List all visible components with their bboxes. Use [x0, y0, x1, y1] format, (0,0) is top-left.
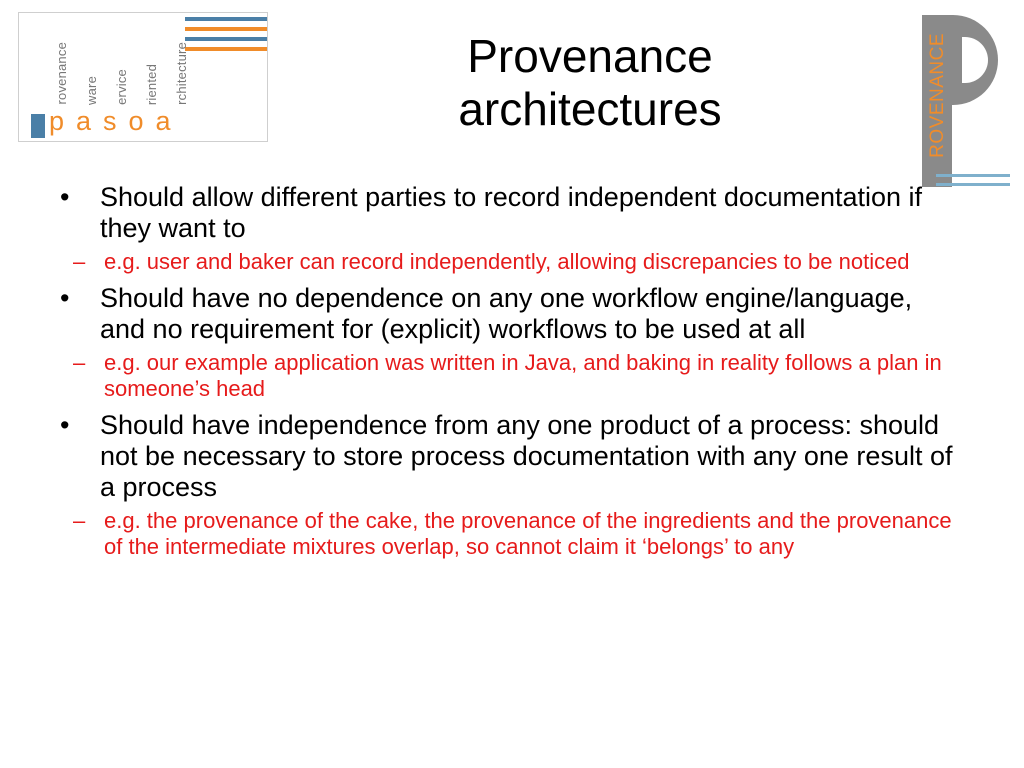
logo-word: rchitecture	[174, 42, 189, 105]
logo-stripe	[185, 47, 267, 51]
bullet-marker: •	[60, 410, 70, 440]
sub-bullet-marker: –	[73, 350, 86, 375]
bullet-item	[58, 283, 958, 402]
sub-bullet	[16, 350, 958, 402]
slide-title-line: architectures	[458, 83, 722, 135]
logo-stripe	[185, 37, 267, 41]
sub-bullet	[16, 508, 958, 560]
bullet-marker: •	[60, 283, 70, 313]
logo-stripe	[185, 27, 267, 31]
logo-word: ervice	[114, 69, 129, 105]
bullet-text: Should have independence from any one product of a process: should not be necessary to store process documentation with any one result of a process	[100, 410, 953, 502]
bullet	[58, 182, 958, 244]
bullet-item	[58, 182, 958, 275]
pasoa-logo	[18, 12, 268, 142]
logo-square	[31, 114, 45, 138]
bullet	[58, 283, 958, 345]
sub-bullet-marker: –	[73, 508, 86, 533]
bullet-text: Should have no dependence on any one workflow engine/language, and no requirement for (explicit) workflows to be used at all	[100, 283, 913, 344]
sub-bullet	[16, 249, 958, 275]
logo-word: rovenance	[54, 42, 69, 105]
bullet-item	[58, 410, 958, 560]
logo-letters: pasoa	[49, 106, 183, 136]
bullet-list	[58, 182, 958, 568]
bullet-text: Should allow different parties to record independent documentation if they want to	[100, 182, 923, 243]
sub-bullet-marker: –	[73, 249, 86, 274]
bullet-marker: •	[60, 182, 70, 212]
logo-line	[936, 174, 1010, 177]
sub-bullet-text: e.g. our example application was written in Java, and baking in reality follows a plan in someone’s head	[104, 350, 942, 401]
logo-stripe	[185, 17, 267, 21]
slide-title	[380, 30, 800, 136]
provenance-logo-text: ROVENANCE	[927, 33, 948, 158]
logo-word: riented	[144, 63, 159, 105]
provenance-logo	[922, 15, 1010, 187]
slide-title-line: Provenance	[467, 30, 713, 82]
logo-word: ware	[84, 76, 99, 105]
sub-bullet-text: e.g. the provenance of the cake, the provenance of the ingredients and the provenance of the intermediate mixtures overlap, so cannot claim it ‘belongs’ to any	[104, 508, 952, 559]
sub-bullet-text: e.g. user and baker can record independently, allowing discrepancies to be noticed	[104, 249, 910, 274]
bullet	[58, 410, 958, 503]
